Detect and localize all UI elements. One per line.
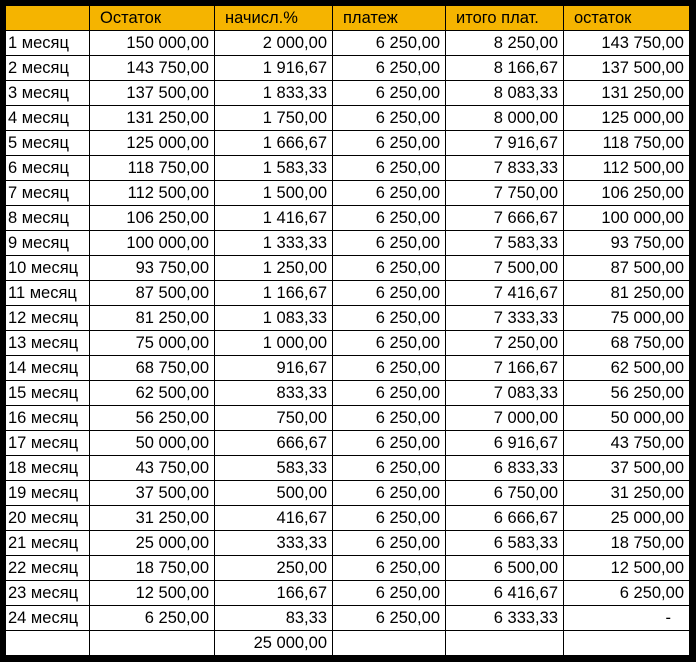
- cell-remaining[interactable]: 118 750,00: [564, 131, 690, 156]
- cell-interest[interactable]: 1 583,33: [215, 156, 333, 181]
- table-row: [6, 481, 690, 506]
- cell-remaining[interactable]: 125 000,00: [564, 106, 690, 131]
- cell-total-payment[interactable]: 6 416,67: [446, 581, 564, 606]
- cell-balance[interactable]: 87 500,00: [90, 281, 215, 306]
- table-row: [6, 431, 690, 456]
- cell-total-payment[interactable]: 7 916,67: [446, 131, 564, 156]
- cell-interest[interactable]: 2 000,00: [215, 31, 333, 56]
- table-row: [6, 456, 690, 481]
- cell-interest[interactable]: 583,33: [215, 456, 333, 481]
- table-row: [6, 31, 690, 56]
- cell-interest[interactable]: 500,00: [215, 481, 333, 506]
- table-row: [6, 356, 690, 381]
- table-row: [6, 231, 690, 256]
- cell-payment[interactable]: 6 250,00: [333, 381, 446, 406]
- cell-interest[interactable]: 1 000,00: [215, 331, 333, 356]
- table-row: [6, 106, 690, 131]
- table-row: [6, 281, 690, 306]
- cell-balance[interactable]: 43 750,00: [90, 456, 215, 481]
- table-row: [6, 81, 690, 106]
- cell-total-payment[interactable]: 7 083,33: [446, 381, 564, 406]
- cell-remaining[interactable]: [564, 631, 690, 656]
- cell-total-payment[interactable]: 7 250,00: [446, 331, 564, 356]
- table-row: [6, 306, 690, 331]
- cell-month[interactable]: 23 месяц: [6, 581, 90, 606]
- cell-month[interactable]: 9 месяц: [6, 231, 90, 256]
- cell-month[interactable]: 10 месяц: [6, 256, 90, 281]
- cell-total-payment[interactable]: 6 500,00: [446, 556, 564, 581]
- cell-payment[interactable]: 6 250,00: [333, 506, 446, 531]
- cell-interest[interactable]: 750,00: [215, 406, 333, 431]
- cell-payment[interactable]: [333, 631, 446, 656]
- cell-month[interactable]: [6, 631, 90, 656]
- cell-interest[interactable]: 916,67: [215, 356, 333, 381]
- cell-remaining[interactable]: 31 250,00: [564, 481, 690, 506]
- cell-remaining[interactable]: 56 250,00: [564, 381, 690, 406]
- cell-payment[interactable]: 6 250,00: [333, 581, 446, 606]
- cell-balance[interactable]: 6 250,00: [90, 606, 215, 631]
- cell-remaining[interactable]: -: [564, 606, 690, 631]
- cell-total-payment[interactable]: 8 083,33: [446, 81, 564, 106]
- cell-month[interactable]: 16 месяц: [6, 406, 90, 431]
- cell-total-payment[interactable]: 6 583,33: [446, 531, 564, 556]
- cell-remaining[interactable]: остаток: [564, 6, 690, 31]
- cell-month[interactable]: [6, 6, 90, 31]
- cell-interest[interactable]: 250,00: [215, 556, 333, 581]
- cell-remaining[interactable]: 68 750,00: [564, 331, 690, 356]
- cell-interest[interactable]: 1 083,33: [215, 306, 333, 331]
- cell-total-payment[interactable]: 7 583,33: [446, 231, 564, 256]
- cell-interest[interactable]: 25 000,00: [215, 631, 333, 656]
- cell-payment[interactable]: 6 250,00: [333, 331, 446, 356]
- table-row: [6, 406, 690, 431]
- cell-interest[interactable]: 1 750,00: [215, 106, 333, 131]
- cell-balance[interactable]: Остаток: [90, 6, 215, 31]
- cell-interest[interactable]: начисл.%: [215, 6, 333, 31]
- cell-balance[interactable]: [90, 631, 215, 656]
- cell-payment[interactable]: 6 250,00: [333, 106, 446, 131]
- cell-remaining[interactable]: 62 500,00: [564, 356, 690, 381]
- cell-balance[interactable]: 93 750,00: [90, 256, 215, 281]
- cell-payment[interactable]: 6 250,00: [333, 256, 446, 281]
- cell-remaining[interactable]: 112 500,00: [564, 156, 690, 181]
- cell-month[interactable]: 13 месяц: [6, 331, 90, 356]
- cell-total-payment[interactable]: 7 000,00: [446, 406, 564, 431]
- cell-total-payment[interactable]: 7 500,00: [446, 256, 564, 281]
- cell-balance[interactable]: 68 750,00: [90, 356, 215, 381]
- cell-interest[interactable]: 1 333,33: [215, 231, 333, 256]
- table-row: [6, 606, 690, 631]
- cell-total-payment[interactable]: 8 250,00: [446, 31, 564, 56]
- table-row: [6, 531, 690, 556]
- cell-balance[interactable]: 118 750,00: [90, 156, 215, 181]
- cell-balance[interactable]: 50 000,00: [90, 431, 215, 456]
- cell-total-payment[interactable]: 7 333,33: [446, 306, 564, 331]
- table-row: [6, 181, 690, 206]
- cell-payment[interactable]: 6 250,00: [333, 606, 446, 631]
- cell-balance[interactable]: 100 000,00: [90, 231, 215, 256]
- table-row: [6, 506, 690, 531]
- cell-interest[interactable]: 1 916,67: [215, 56, 333, 81]
- table-row: [6, 556, 690, 581]
- cell-interest[interactable]: 1 250,00: [215, 256, 333, 281]
- cell-month[interactable]: 22 месяц: [6, 556, 90, 581]
- cell-remaining[interactable]: 143 750,00: [564, 31, 690, 56]
- cell-month[interactable]: 20 месяц: [6, 506, 90, 531]
- cell-interest[interactable]: 1 833,33: [215, 81, 333, 106]
- table-row: [6, 581, 690, 606]
- cell-month[interactable]: 11 месяц: [6, 281, 90, 306]
- cell-total-payment[interactable]: итого плат.: [446, 6, 564, 31]
- cell-payment[interactable]: 6 250,00: [333, 531, 446, 556]
- cell-balance[interactable]: 81 250,00: [90, 306, 215, 331]
- table-row: [6, 331, 690, 356]
- cell-payment[interactable]: 6 250,00: [333, 281, 446, 306]
- cell-month[interactable]: 7 месяц: [6, 181, 90, 206]
- cell-balance[interactable]: 25 000,00: [90, 531, 215, 556]
- cell-payment[interactable]: 6 250,00: [333, 306, 446, 331]
- cell-remaining[interactable]: 50 000,00: [564, 406, 690, 431]
- cell-month[interactable]: 3 месяц: [6, 81, 90, 106]
- cell-interest[interactable]: 1 666,67: [215, 131, 333, 156]
- cell-month[interactable]: 2 месяц: [6, 56, 90, 81]
- cell-balance[interactable]: 12 500,00: [90, 581, 215, 606]
- cell-remaining[interactable]: 137 500,00: [564, 56, 690, 81]
- cell-total-payment[interactable]: [446, 631, 564, 656]
- cell-interest[interactable]: 166,67: [215, 581, 333, 606]
- cell-payment[interactable]: 6 250,00: [333, 231, 446, 256]
- table-row: [6, 206, 690, 231]
- cell-payment[interactable]: 6 250,00: [333, 206, 446, 231]
- table-row: [6, 131, 690, 156]
- cell-payment[interactable]: 6 250,00: [333, 31, 446, 56]
- table-row: [6, 56, 690, 81]
- cell-payment[interactable]: 6 250,00: [333, 131, 446, 156]
- cell-remaining[interactable]: 18 750,00: [564, 531, 690, 556]
- cell-total-payment[interactable]: 7 750,00: [446, 181, 564, 206]
- cell-interest[interactable]: 1 166,67: [215, 281, 333, 306]
- header-row: [6, 6, 690, 31]
- cell-payment[interactable]: 6 250,00: [333, 406, 446, 431]
- cell-payment[interactable]: 6 250,00: [333, 156, 446, 181]
- cell-balance[interactable]: 75 000,00: [90, 331, 215, 356]
- cell-total-payment[interactable]: 6 333,33: [446, 606, 564, 631]
- cell-interest[interactable]: 416,67: [215, 506, 333, 531]
- cell-month[interactable]: 1 месяц: [6, 31, 90, 56]
- cell-balance[interactable]: 31 250,00: [90, 506, 215, 531]
- cell-total-payment[interactable]: 6 916,67: [446, 431, 564, 456]
- cell-total-payment[interactable]: 7 833,33: [446, 156, 564, 181]
- cell-payment[interactable]: 6 250,00: [333, 481, 446, 506]
- cell-month[interactable]: 19 месяц: [6, 481, 90, 506]
- cell-interest[interactable]: 1 416,67: [215, 206, 333, 231]
- table-row: [6, 381, 690, 406]
- cell-month[interactable]: 4 месяц: [6, 106, 90, 131]
- cell-balance[interactable]: 125 000,00: [90, 131, 215, 156]
- cell-payment[interactable]: 6 250,00: [333, 181, 446, 206]
- cell-balance[interactable]: 18 750,00: [90, 556, 215, 581]
- cell-balance[interactable]: 137 500,00: [90, 81, 215, 106]
- cell-total-payment[interactable]: 7 166,67: [446, 356, 564, 381]
- cell-payment[interactable]: 6 250,00: [333, 456, 446, 481]
- cell-payment[interactable]: 6 250,00: [333, 431, 446, 456]
- table-row: [6, 156, 690, 181]
- cell-remaining[interactable]: 100 000,00: [564, 206, 690, 231]
- cell-interest[interactable]: 83,33: [215, 606, 333, 631]
- cell-balance[interactable]: 106 250,00: [90, 206, 215, 231]
- cell-balance[interactable]: 62 500,00: [90, 381, 215, 406]
- cell-month[interactable]: 8 месяц: [6, 206, 90, 231]
- cell-payment[interactable]: 6 250,00: [333, 556, 446, 581]
- cell-total-payment[interactable]: 7 666,67: [446, 206, 564, 231]
- cell-month[interactable]: 18 месяц: [6, 456, 90, 481]
- cell-remaining[interactable]: 81 250,00: [564, 281, 690, 306]
- cell-month[interactable]: 5 месяц: [6, 131, 90, 156]
- cell-total-payment[interactable]: 7 416,67: [446, 281, 564, 306]
- cell-remaining[interactable]: 6 250,00: [564, 581, 690, 606]
- cell-balance[interactable]: 131 250,00: [90, 106, 215, 131]
- cell-month[interactable]: 6 месяц: [6, 156, 90, 181]
- cell-total-payment[interactable]: 6 833,33: [446, 456, 564, 481]
- cell-interest[interactable]: 666,67: [215, 431, 333, 456]
- totals-row: [6, 631, 690, 656]
- table-row: [6, 256, 690, 281]
- cell-month[interactable]: 14 месяц: [6, 356, 90, 381]
- cell-payment[interactable]: 6 250,00: [333, 81, 446, 106]
- cell-interest[interactable]: 1 500,00: [215, 181, 333, 206]
- cell-payment[interactable]: платеж: [333, 6, 446, 31]
- cell-remaining[interactable]: 25 000,00: [564, 506, 690, 531]
- cell-month[interactable]: 17 месяц: [6, 431, 90, 456]
- cell-payment[interactable]: 6 250,00: [333, 356, 446, 381]
- cell-remaining[interactable]: 131 250,00: [564, 81, 690, 106]
- cell-month[interactable]: 15 месяц: [6, 381, 90, 406]
- cell-remaining[interactable]: 37 500,00: [564, 456, 690, 481]
- cell-remaining[interactable]: 106 250,00: [564, 181, 690, 206]
- cell-total-payment[interactable]: 8 000,00: [446, 106, 564, 131]
- cell-interest[interactable]: 333,33: [215, 531, 333, 556]
- cell-month[interactable]: 21 месяц: [6, 531, 90, 556]
- cell-balance[interactable]: 112 500,00: [90, 181, 215, 206]
- cell-payment[interactable]: 6 250,00: [333, 56, 446, 81]
- cell-balance[interactable]: 150 000,00: [90, 31, 215, 56]
- cell-balance[interactable]: 37 500,00: [90, 481, 215, 506]
- cell-balance[interactable]: 56 250,00: [90, 406, 215, 431]
- cell-month[interactable]: 12 месяц: [6, 306, 90, 331]
- cell-total-payment[interactable]: 8 166,67: [446, 56, 564, 81]
- cell-remaining[interactable]: 87 500,00: [564, 256, 690, 281]
- cell-interest[interactable]: 833,33: [215, 381, 333, 406]
- cell-remaining[interactable]: 12 500,00: [564, 556, 690, 581]
- cell-total-payment[interactable]: 6 666,67: [446, 506, 564, 531]
- cell-balance[interactable]: 143 750,00: [90, 56, 215, 81]
- cell-remaining[interactable]: 93 750,00: [564, 231, 690, 256]
- loan-schedule-table: [5, 5, 690, 656]
- cell-total-payment[interactable]: 6 750,00: [446, 481, 564, 506]
- cell-remaining[interactable]: 75 000,00: [564, 306, 690, 331]
- cell-month[interactable]: 24 месяц: [6, 606, 90, 631]
- cell-remaining[interactable]: 43 750,00: [564, 431, 690, 456]
